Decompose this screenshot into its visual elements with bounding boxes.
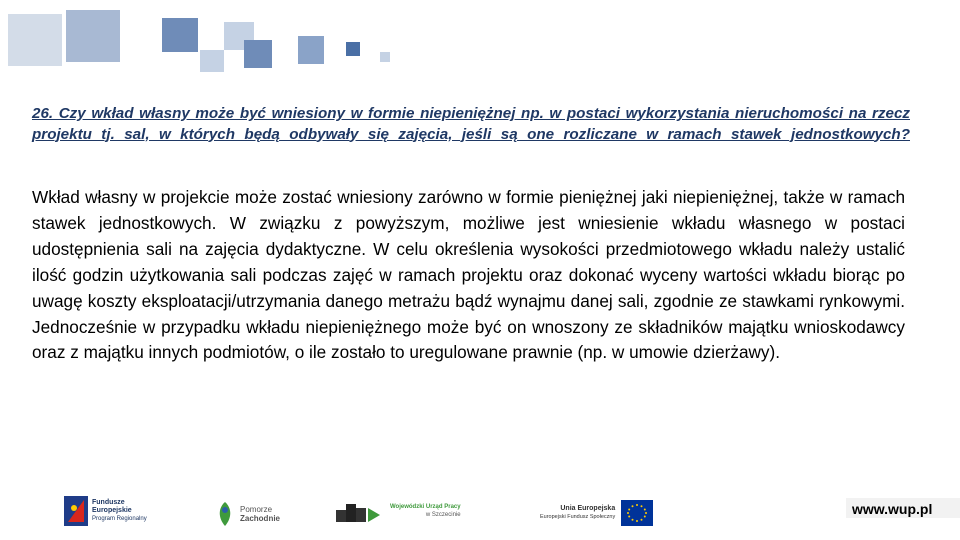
logo-text-line: Fundusze	[92, 499, 125, 506]
logo-unia-europejska	[540, 500, 653, 526]
question-heading: 26. Czy wkład własny może być wniesiony w formie niepieniężnej np. w postaci wykorzystania nieruchomości na rzecz projektu tj. sal, w których będą odbywały się zajęcia, jeśli są one rozliczane w ramach stawek jednostkowych?	[32, 105, 910, 143]
deco-square	[346, 42, 360, 56]
answer-text: Wkład własny w projekcie może zostać wniesiony zarówno w formie pieniężnej jaki niepieniężnej, także w ramach stawek jednostkowych. W związku z powyższym, możliwe jest wniesienie wkładu własnego w postaci udostępnienia sali na zajęcia dydaktyczne. W celu określenia wysokości przedmiotowego wkładu należy ustalić ilość godzin użytkowania sali podczas zajęć w ramach projektu oraz dokonać wyceny wartości wkładu biorąc po uwagę koszty eksploatacji/utrzymania danego metrażu bądź wynajmu danej sali, zgodnie ze stawkami rynkowymi. Jednocześnie w przypadku wkładu niepieniężnego może być on wnoszony ze składników majątku wnioskodawcy oraz z majątku innych podmiotów, o ile zostało to uregulowane prawnie (np. w umowie dzierżawy).	[32, 187, 905, 363]
fundusze-europejskie-icon	[64, 496, 88, 526]
logo-text-line: Zachodnie	[240, 514, 281, 523]
deco-square	[298, 36, 324, 64]
deco-square	[162, 18, 198, 52]
logo-text-line: Europejskie	[92, 507, 132, 514]
pomorze-zachodnie-icon	[214, 500, 236, 528]
logo-text-line: Europejski Fundusz Społeczny	[540, 514, 616, 520]
logo-wup-szczecin	[334, 496, 461, 526]
deco-square	[380, 52, 390, 62]
logo-pomorze-zachodnie	[214, 500, 280, 528]
deco-square	[66, 10, 120, 62]
website-link[interactable]: www.wup.pl	[846, 498, 960, 518]
deco-square	[200, 50, 224, 72]
footer-logos	[0, 490, 960, 540]
wup-logo-icon	[334, 496, 386, 526]
logo-text-line: Pomorze	[240, 505, 273, 514]
logo-text-line: w Szczecinie	[425, 512, 461, 518]
logo-text-line: Program Regionalny	[92, 516, 147, 522]
deco-square	[244, 40, 272, 68]
deco-square	[8, 14, 62, 66]
eu-flag-icon	[621, 500, 653, 526]
logo-text-line: Unia Europejska	[560, 505, 616, 512]
logo-text-line: Wojewódzki Urząd Pracy	[390, 504, 461, 510]
logo-fundusze-europejskie	[64, 496, 147, 526]
